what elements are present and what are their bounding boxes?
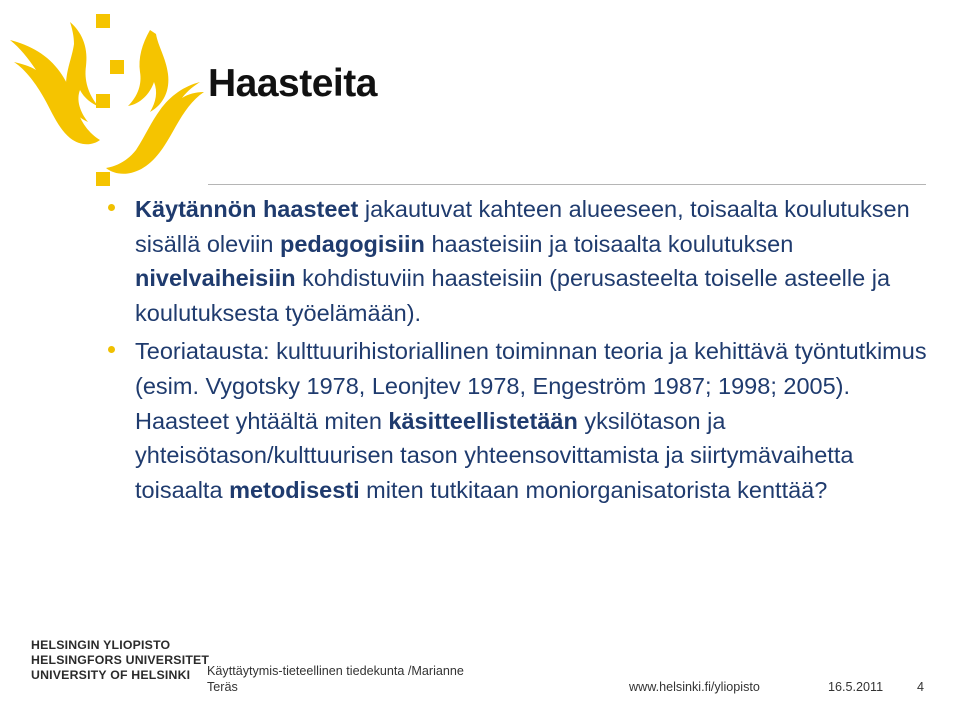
- bullet-2-segment-2: käsitteellistetään: [388, 407, 578, 434]
- bullet-2-segment-3: yksilötason ja yhteisötason/kulttuurisen tason yhteensovittamista ja siirtymävaihetta toisaalta: [135, 407, 854, 503]
- slide-number: 4: [917, 680, 925, 694]
- bullet-1-segment-1: Käytännön haasteet: [135, 196, 359, 222]
- university-wordmark: [31, 638, 209, 683]
- university-flame-logo: [0, 0, 210, 200]
- slide-title: Haasteita: [208, 62, 377, 105]
- bullet-1-segment-5: nivelvaiheisiin: [135, 265, 296, 292]
- logo-square: [96, 14, 110, 28]
- bullet-1-segment-4: haasteisiin ja toisaalta koulutuksen: [424, 230, 794, 257]
- footer-url: www.helsinki.fi/yliopisto: [629, 680, 760, 694]
- wordmark-line-sv: HELSINGFORS UNIVERSITET: [31, 653, 210, 667]
- logo-square: [96, 94, 110, 108]
- footer-date: 16.5.2011: [828, 680, 884, 694]
- footer-faculty-author: Käyttäytymis-tieteellinen tiedekunta /Marianne Teräs: [207, 664, 464, 694]
- logo-square: [110, 60, 124, 74]
- bullet-2-segment-4: metodisesti: [229, 476, 360, 503]
- logo-square: [96, 172, 110, 186]
- wordmark-line-fi: HELSINGIN YLIOPISTO: [31, 638, 171, 652]
- slide-body: [104, 192, 934, 511]
- bullet-item-2: [104, 334, 934, 507]
- logo-flame-right: [106, 82, 204, 174]
- bullet-1-segment-6: kohdistuviin haasteisiin (perusasteelta toiselle asteelle ja koulutuksesta työelämään).: [135, 265, 891, 326]
- bullet-2-segment-5: miten tutkitaan moniorganisatorista kenttää?: [359, 476, 828, 503]
- logo-flame-right-tongue: [128, 30, 168, 112]
- bullet-marker: [108, 204, 115, 211]
- bullet-2-segment-1: Teoriatausta: kulttuurihistoriallinen toiminnan teoria ja kehittävä työntutkimus (esim. Vygotsky 1978, Leonjtev 1978, Engeström 1987; 1998; 2005). Haasteet yhtäältä miten: [135, 338, 927, 434]
- title-divider: [208, 184, 926, 185]
- bullet-marker: [108, 346, 115, 353]
- bullet-1-segment-2: jakautuvat kahteen alueeseen, toisaalta koulutuksen sisällä oleviin: [135, 196, 910, 257]
- bullet-1-segment-3: pedagogisiin: [279, 230, 425, 257]
- wordmark-line-en: UNIVERSITY OF HELSINKI: [31, 668, 191, 682]
- bullet-item-1: [104, 192, 934, 330]
